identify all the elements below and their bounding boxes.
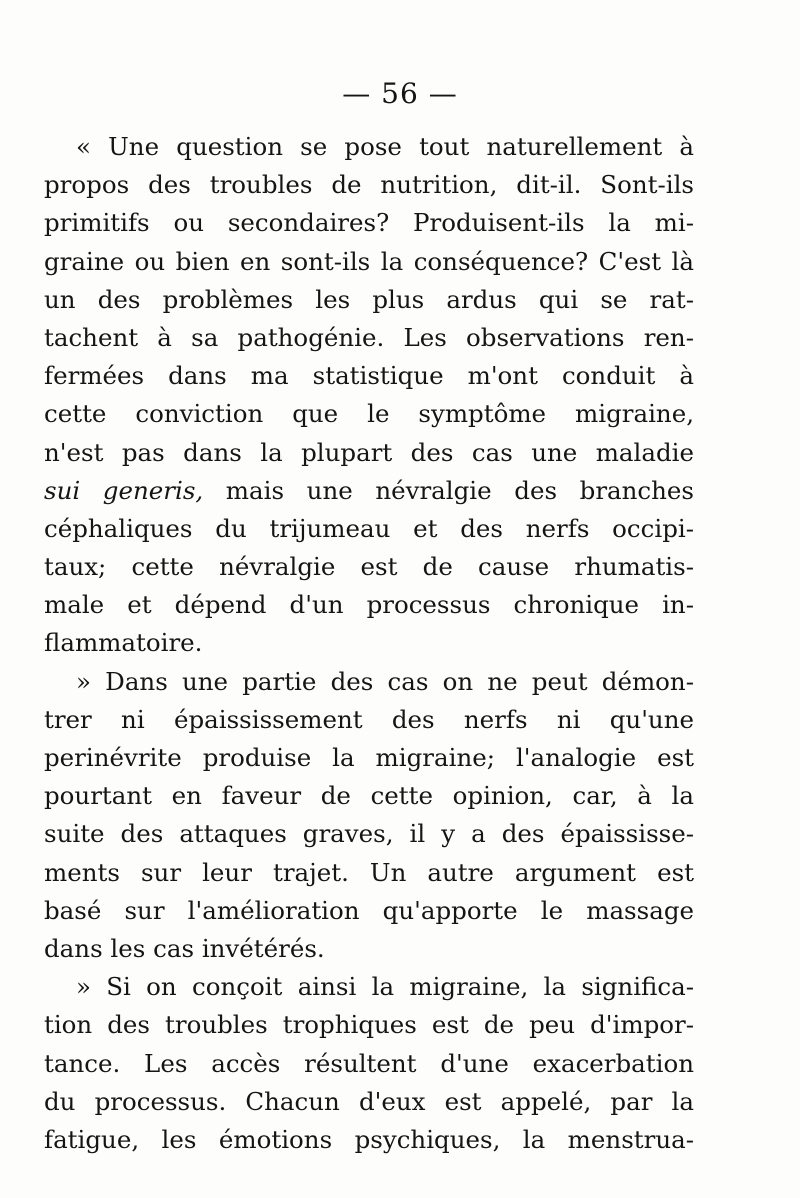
text-line (44, 968, 694, 1006)
line-text: fermées dans ma statistique m'ont conduit à (44, 361, 694, 391)
line-text: basé sur l'amélioration qu'apporte le massage (44, 895, 694, 925)
line-text: graine ou bien en sont-ils la conséquence? C'est là (44, 246, 694, 276)
text-line (44, 739, 694, 777)
line-text: mais une névralgie des branches (203, 475, 694, 505)
text-line (44, 892, 694, 930)
text-line (44, 243, 694, 281)
text-line (44, 1121, 694, 1159)
text-line (44, 166, 694, 204)
line-text: primitifs ou secondaires? Produisent-ils la mi- (44, 208, 694, 238)
line-text: taux; cette névralgie est de cause rhumatis- (44, 552, 694, 582)
text-line (44, 586, 694, 624)
line-text: du processus. Chacun d'eux est appelé, par la (44, 1086, 694, 1116)
line-text: propos des troubles de nutrition, dit-il. Sont-ils (44, 170, 694, 200)
text-line (44, 930, 694, 968)
line-text: flammatoire. (44, 628, 203, 658)
text-line (44, 204, 694, 242)
line-text: fatigue, les émotions psychiques, la menstrua- (44, 1124, 694, 1154)
page-number: — 56 — (342, 77, 458, 110)
text-line (44, 319, 694, 357)
text-line (44, 777, 694, 815)
text-line (44, 395, 694, 433)
line-text: tion des troubles trophiques est de peu d'impor- (44, 1010, 694, 1040)
line-text: ments sur leur trajet. Un autre argument est (44, 857, 694, 887)
line-text: tachent à sa pathogénie. Les observations ren- (44, 322, 694, 352)
line-text: suite des attaques graves, il y a des épaississe- (44, 819, 694, 849)
line-text: trer ni épaississement des nerfs ni qu'une (44, 704, 694, 734)
line-text: céphaliques du trijumeau et des nerfs occipi- (44, 513, 694, 543)
line-text: un des problèmes les plus ardus qui se rat- (44, 284, 694, 314)
line-text: tance. Les accès résultent d'une exacerbation (44, 1048, 694, 1078)
text-line (44, 128, 694, 166)
line-text: dans les cas invétérés. (44, 933, 325, 963)
text-line (44, 854, 694, 892)
italic-phrase: sui generis, (44, 475, 204, 505)
text-line (44, 815, 694, 853)
line-text: « Une question se pose tout naturellement à (76, 132, 694, 161)
text-line (44, 663, 694, 701)
line-text: cette conviction que le symptôme migraine, (44, 399, 694, 429)
text-line (44, 510, 694, 548)
line-text: » Dans une partie des cas on ne peut démon- (76, 666, 694, 696)
line-text: pourtant en faveur de cette opinion, car, à la (44, 781, 694, 811)
text-line (44, 548, 694, 586)
text-line (44, 701, 694, 739)
line-text: male et dépend d'un processus chronique in- (44, 590, 694, 620)
text-line (44, 624, 694, 662)
line-text: perinévrite produise la migraine; l'analogie est (44, 743, 694, 772)
line-text: n'est pas dans la plupart des cas une maladie (44, 437, 694, 467)
text-line (44, 434, 694, 472)
line-text: » Si on conçoit ainsi la migraine, la significa- (76, 972, 694, 1002)
text-line (44, 357, 694, 395)
text-line (44, 1083, 694, 1121)
text-line (44, 1006, 694, 1044)
text-line (44, 1045, 694, 1083)
text-line (44, 472, 694, 510)
body-text (44, 128, 694, 1159)
text-line (44, 281, 694, 319)
